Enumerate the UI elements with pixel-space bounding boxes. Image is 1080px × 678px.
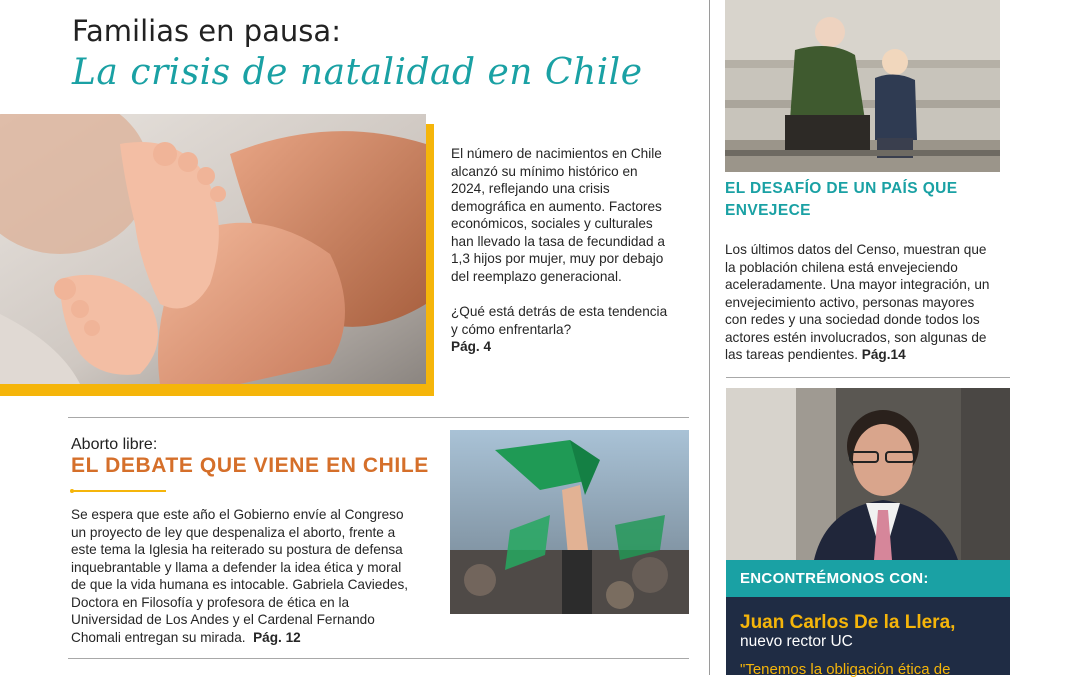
headline-underline <box>72 490 166 492</box>
aborto-headline[interactable]: EL DEBATE QUE VIENE EN CHILE <box>71 454 429 477</box>
page-title: Familias en pausa: <box>72 14 341 48</box>
natalidad-question <box>451 303 671 356</box>
section-divider <box>68 417 689 418</box>
section-divider <box>726 377 1010 378</box>
envejece-text: Los últimos datos del Censo, muestran que la población chilena está envejeciendo aceleradamente. Una mayor integración, un envejecimiento activo, personas mayores con redes y una sociedad donde todos los actores estén involucrados, son algunas de las tareas pendientes. <box>725 242 990 362</box>
green-scarf-photo <box>450 430 689 614</box>
aborto-text: Se espera que este año el Gobierno envíe al Congreso un proyecto de ley que despenaliza el aborto, frente a este tema la Iglesia ha reiterado su postura de defensa inquebrantable y llama a defender la idea ética y moral de que la vida humana es intocable. Gabriela Caviedes, Doctora en Filosofía y profesora de ética en la Universidad de Los Andes y el Cardenal Fernando Chomali entregan su mirada. <box>71 507 409 645</box>
rector-portrait-photo <box>726 388 1010 560</box>
grandfather-child-photo <box>725 0 1000 172</box>
rector-name[interactable]: Juan Carlos De la Llera, <box>740 612 956 633</box>
rector-quote: "Tenemos la obligación ética de <box>740 661 951 678</box>
aborto-body <box>71 506 413 646</box>
section-divider <box>68 658 689 659</box>
rector-role: nuevo rector UC <box>740 633 853 650</box>
accent-rule <box>429 150 433 390</box>
envejece-headline[interactable]: EL DESAFÍO DE UN PAÍS QUE ENVEJECE <box>725 180 958 219</box>
natalidad-intro: El número de nacimientos en Chile alcanzó su mínimo histórico en 2024, reflejando una crisis demográfica en aumento. Factores económicos, sociales y culturales han llevado la tasa de fecundidad a 1,3 hijos por mujer, muy por debajo del reemplazo generacional. <box>451 146 665 284</box>
envejece-body <box>725 241 1000 364</box>
question-text: ¿Qué está detrás de esta tendencia y cómo enfrentarla? <box>451 304 668 337</box>
encuentro-label: ENCONTRÉMONOS CON: <box>740 570 929 587</box>
page-ref-envejece[interactable]: Pág.14 <box>861 347 906 362</box>
column-divider <box>709 0 710 675</box>
page-ref-aborto[interactable]: Pág. 12 <box>253 629 301 645</box>
page-subtitle: La crisis de natalidad en Chile <box>72 52 643 93</box>
baby-feet-photo <box>0 114 426 384</box>
page-ref-natalidad[interactable]: Pág. 4 <box>451 339 492 354</box>
aborto-kicker: Aborto libre: <box>71 436 158 453</box>
